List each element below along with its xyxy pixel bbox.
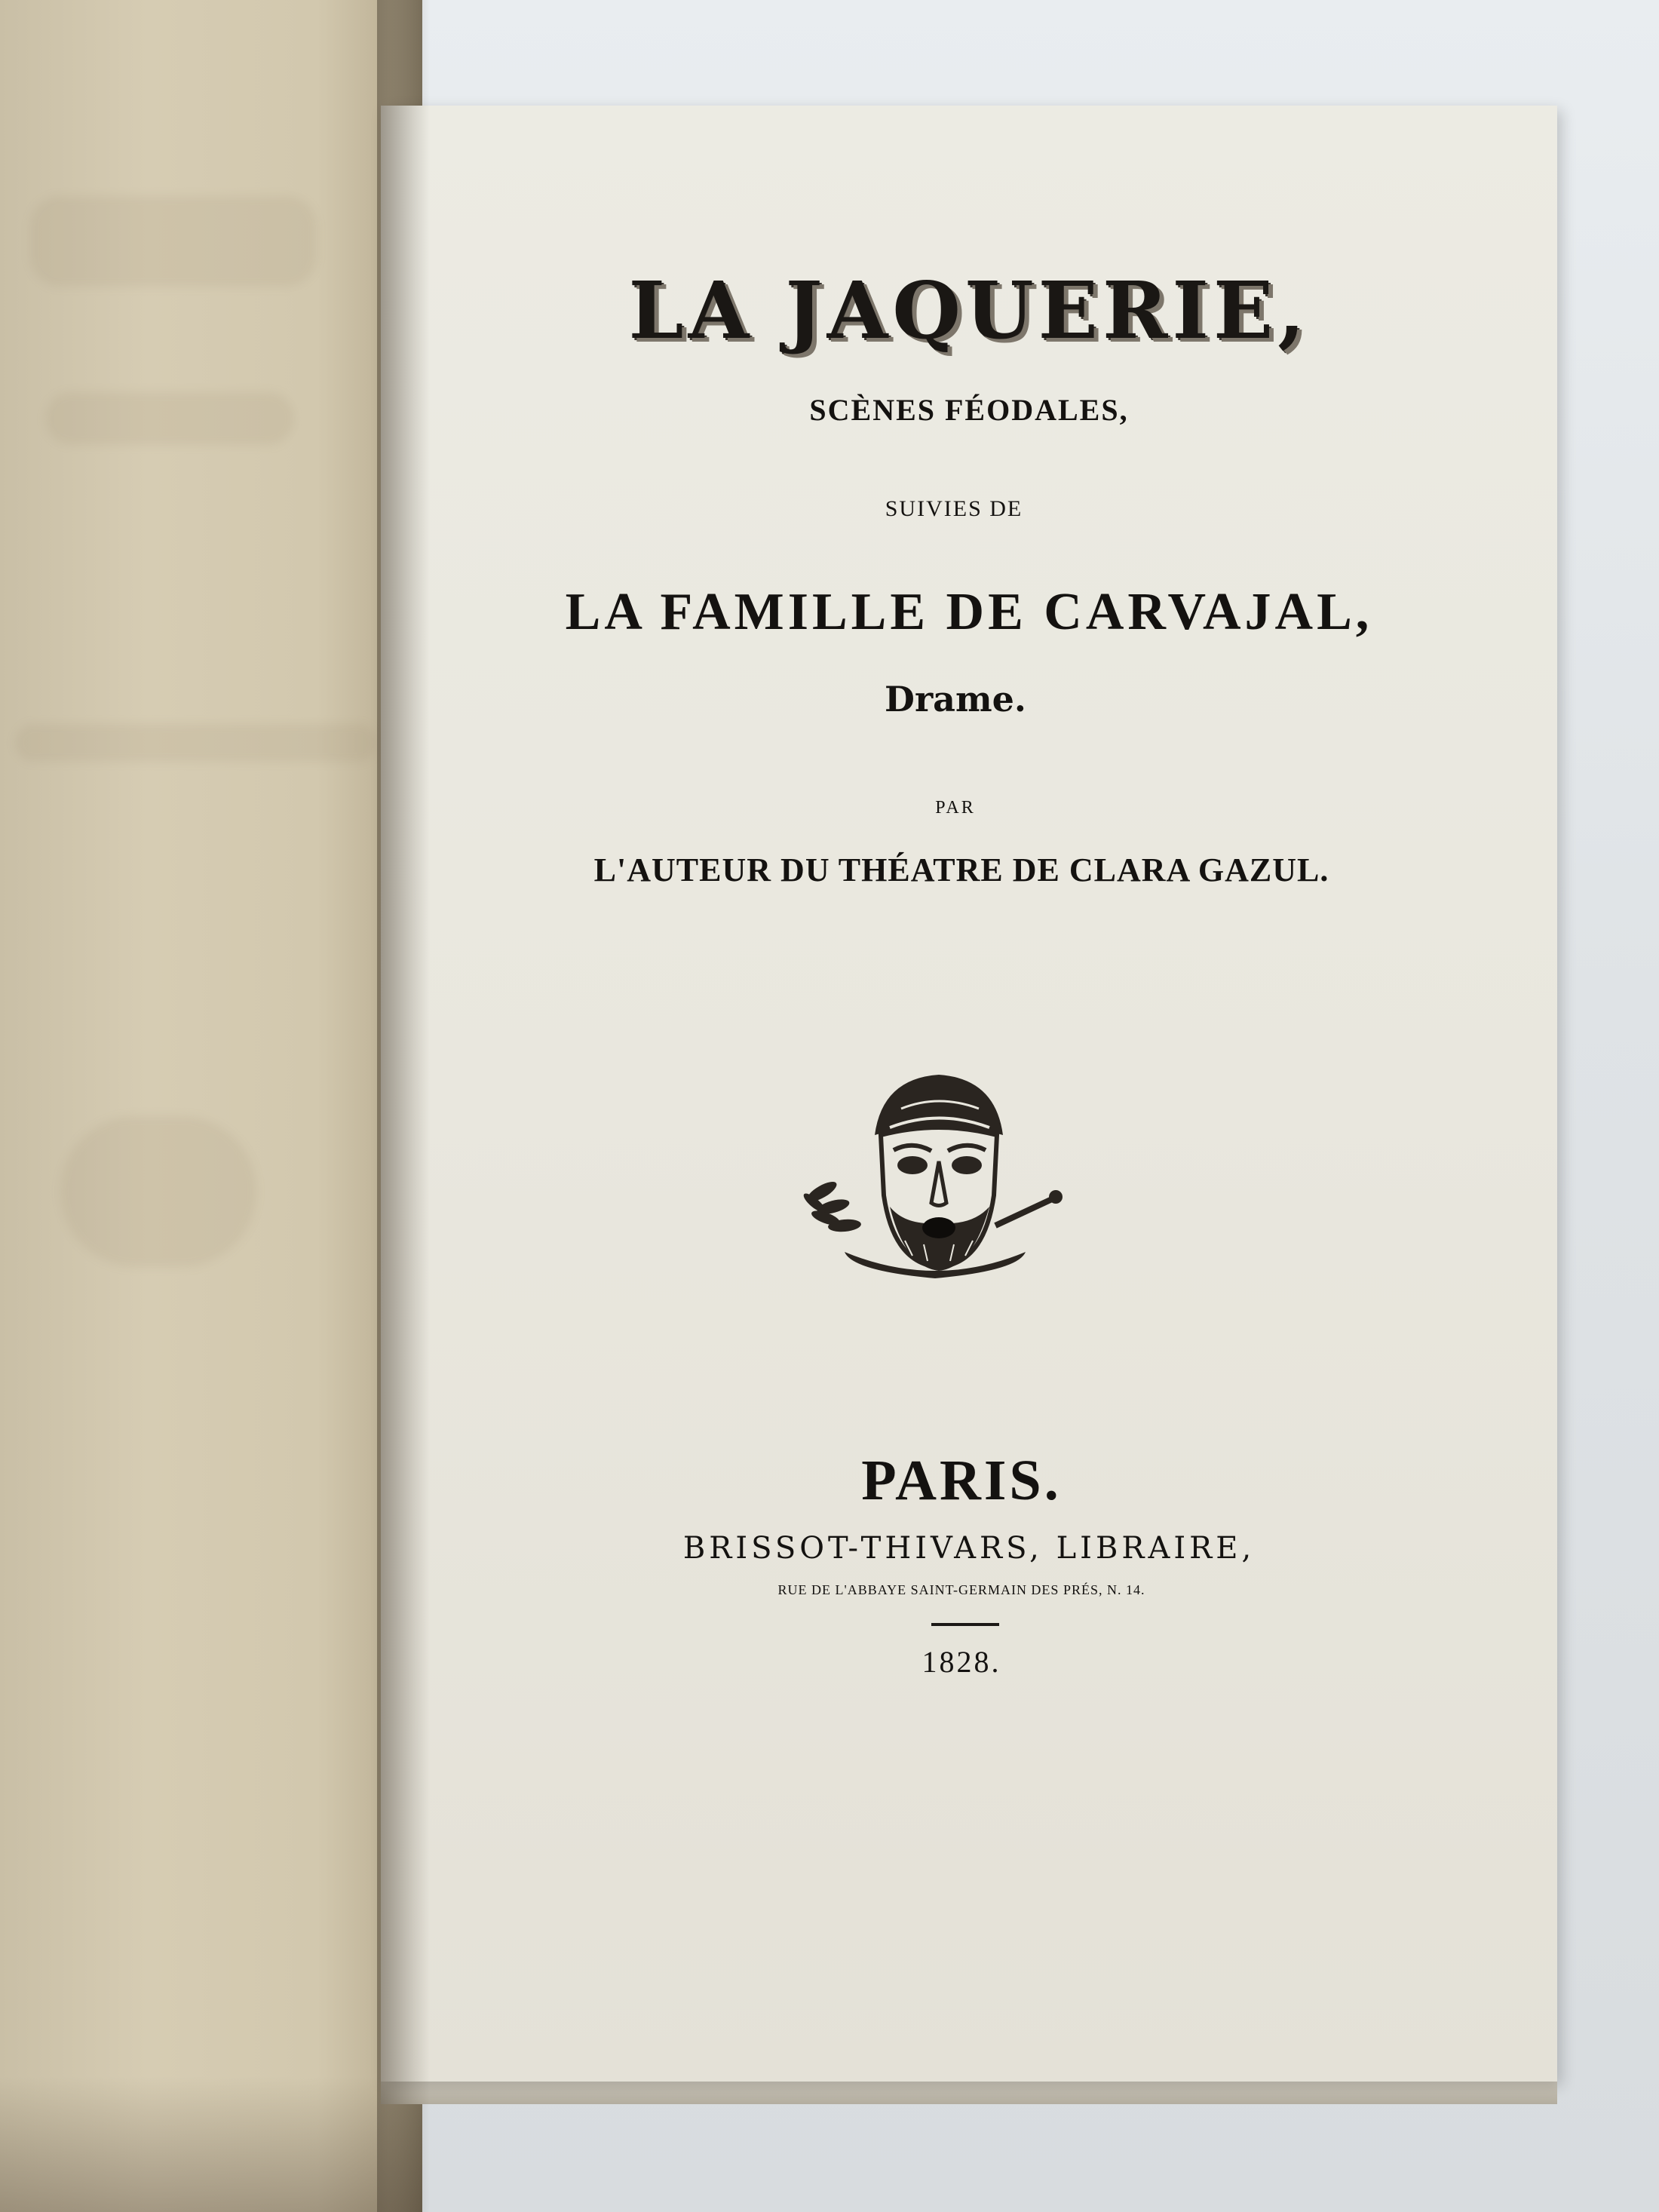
show-through-stain — [45, 392, 294, 445]
theatre-mask-icon — [792, 1063, 1078, 1290]
par-text: PAR — [935, 798, 976, 818]
title-page — [381, 106, 1557, 2082]
show-through-stain — [15, 724, 377, 762]
publication-city: PARIS. — [861, 1449, 1062, 1512]
book-subtitle: SCÈNES FÉODALES, — [809, 393, 1129, 427]
suivies-de-text: SUIVIES DE — [885, 496, 1023, 521]
book-gutter-shadow — [377, 0, 430, 2212]
page-bottom-shadow — [0, 2076, 422, 2212]
publication-year: 1828. — [921, 1645, 1001, 1679]
show-through-stain — [30, 196, 317, 287]
publisher-address: RUE DE L'ABBAYE SAINT-GERMAIN DES PRÉS, N. 14. — [777, 1582, 1145, 1597]
genre-label: Drame. — [885, 679, 1026, 719]
second-title: LA FAMILLE DE CARVAJAL, — [565, 583, 1373, 641]
page-block-edge — [381, 2082, 1557, 2104]
book-title: LA JAQUERIE, — [628, 264, 1310, 357]
author-line: L'AUTEUR DU THÉATRE DE CLARA GAZUL. — [593, 851, 1329, 888]
left-page — [0, 0, 422, 2212]
show-through-stain — [60, 1116, 256, 1267]
publisher-name: BRISSOT-THIVARS, LIBRAIRE, — [682, 1531, 1256, 1566]
divider-rule — [931, 1623, 999, 1626]
